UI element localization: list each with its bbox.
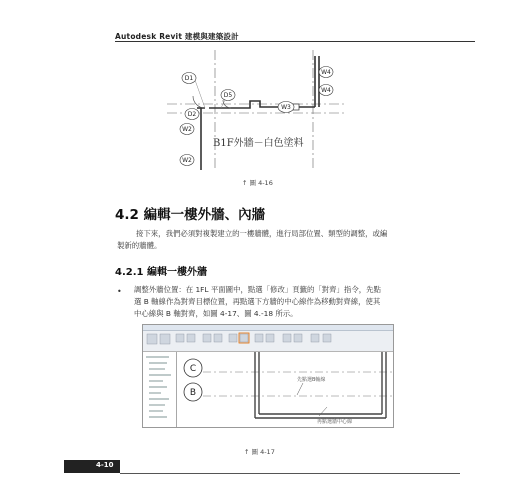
callout-select-grid: 先點選B軸線 bbox=[297, 377, 326, 383]
subsection-heading: 4.2.1 編輯一樓外牆 bbox=[115, 267, 207, 278]
door-tag-d5 bbox=[221, 90, 235, 101]
window-tag-w3 bbox=[278, 102, 294, 113]
window-tag-w2 bbox=[180, 124, 194, 135]
bullet-line-1: 調整外牆位置：在 1FL 平面圖中，點選「修改」頁籤的「對齊」指令，先點 bbox=[134, 285, 381, 294]
header-rule bbox=[115, 41, 475, 42]
svg-text:W4: W4 bbox=[321, 69, 331, 76]
intro-line-1: 接下來，我們必須對複製建立的一樓牆體，進行局部位置、類型的調整，或編 bbox=[136, 229, 388, 238]
svg-text:D1: D1 bbox=[184, 75, 194, 82]
revit-screenshot bbox=[142, 324, 394, 428]
svg-text:W3: W3 bbox=[281, 104, 291, 111]
svg-text:C: C bbox=[189, 364, 197, 374]
bullet-line-3: 中心線與 B 軸對齊，如圖 4-17、圖 4.-18 所示。 bbox=[134, 309, 298, 318]
figure-caption: ↑ 圖 4-16 bbox=[242, 179, 273, 187]
door-tag-d2 bbox=[185, 109, 199, 120]
figure-caption: ↑ 圖 4-17 bbox=[244, 448, 275, 456]
plan-tags-layer bbox=[165, 50, 350, 170]
svg-text:W4: W4 bbox=[321, 87, 331, 94]
door-tag-d1 bbox=[182, 73, 196, 84]
callout-select-wall: 再點選牆中心線 bbox=[317, 419, 353, 425]
bullet-marker: • bbox=[117, 287, 122, 296]
project-browser[interactable] bbox=[143, 352, 177, 427]
ribbon-panel bbox=[143, 331, 393, 352]
svg-text:W2: W2 bbox=[182, 126, 192, 133]
section-heading: 4.2 編輯一樓外牆、內牆 bbox=[115, 207, 266, 223]
running-header: Autodesk Revit 建模與建築設計 bbox=[115, 32, 239, 41]
drawing-canvas[interactable] bbox=[177, 352, 393, 427]
svg-text:W2: W2 bbox=[182, 157, 192, 164]
wall-note: B1F外牆－白色塗料 bbox=[213, 138, 304, 149]
page-number: 4-10 bbox=[96, 461, 114, 469]
bullet-line-2: 選 B 軸線作為對齊目標位置，再點選下方牆的中心線作為移動對齊線，使其 bbox=[134, 297, 381, 306]
window-tag-w4 bbox=[319, 67, 333, 78]
svg-text:D2: D2 bbox=[187, 111, 197, 118]
intro-line-2: 製新的牆體。 bbox=[117, 241, 162, 250]
svg-text:D5: D5 bbox=[223, 92, 233, 99]
window-tag-w2 bbox=[180, 155, 194, 166]
window-tag-w4 bbox=[319, 85, 333, 96]
svg-text:B: B bbox=[189, 388, 197, 398]
footer-rule bbox=[120, 473, 460, 474]
